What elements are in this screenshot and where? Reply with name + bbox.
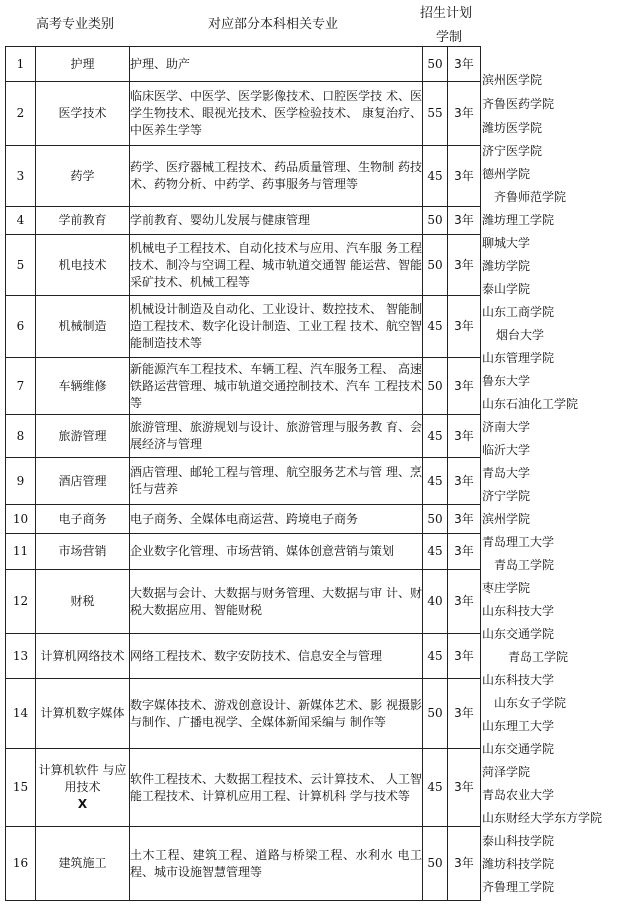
- table-row: [6, 679, 481, 749]
- row-majors: 旅游管理、旅游规划与设计、旅游管理与服务教 育、会展经济与管理: [130, 415, 423, 458]
- row-category: 护理: [36, 47, 130, 82]
- list-item: 山东财经大学东方学院: [482, 811, 603, 825]
- list-item: 临沂大学: [482, 443, 531, 457]
- header-plan: 招生计划: [420, 6, 473, 21]
- row-number: 3: [6, 146, 36, 207]
- list-item: 齐鲁医药学院: [482, 97, 555, 111]
- row-majors: 机械设计制造及自动化、工业设计、数控技术、 智能制造工程技术、数字化设计制造、工业工程 技术、航空智能制造技术等: [130, 296, 423, 358]
- row-number: 15: [6, 749, 36, 827]
- row-majors: 新能源汽车工程技术、车辆工程、汽车服务工程、 高速铁路运营管理、城市轨道交通控制技术、汽车 工程技术等: [130, 358, 423, 415]
- list-item: 齐鲁师范学院: [494, 190, 567, 204]
- table-row: [6, 207, 481, 235]
- list-item: 齐鲁理工学院: [482, 880, 555, 894]
- row-number: 14: [6, 679, 36, 749]
- row-number: 13: [6, 634, 36, 679]
- row-plan: 50: [423, 47, 448, 82]
- row-length: 3年: [448, 47, 481, 82]
- row-length: 3年: [448, 679, 481, 749]
- row-length: 3年: [448, 827, 481, 901]
- row-category: 计算机数字媒体: [36, 679, 130, 749]
- table-row: [6, 634, 481, 679]
- row-majors: 护理、助产: [130, 47, 423, 82]
- row-length: 3年: [448, 235, 481, 296]
- row-plan: 45: [423, 534, 448, 570]
- row-majors: 企业数字化管理、市场营销、媒体创意营销与策划: [130, 534, 423, 570]
- row-category: 计算机网络技术: [36, 634, 130, 679]
- row-plan: 55: [423, 82, 448, 146]
- list-item: 山东交通学院: [482, 742, 555, 756]
- row-category: 药学: [36, 146, 130, 207]
- list-item: 泰山科技学院: [482, 834, 555, 848]
- row-majors: 电子商务、全媒体电商运营、跨境电子商务: [130, 505, 423, 534]
- row-category: 旅游管理: [36, 415, 130, 458]
- row-plan: 50: [423, 505, 448, 534]
- list-item: 枣庄学院: [482, 581, 531, 595]
- row-majors: 软件工程技术、大数据工程技术、云计算技术、 人工智能工程技术、计算机应用工程、计算机科 学与技术等: [130, 749, 423, 827]
- list-item: 青岛农业大学: [482, 788, 555, 802]
- row-number: 6: [6, 296, 36, 358]
- table-row: [6, 47, 481, 82]
- row-number: 1: [6, 47, 36, 82]
- row-length: 3年: [448, 749, 481, 827]
- table-row: [6, 358, 481, 415]
- row-majors: 临床医学、中医学、医学影像技术、口腔医学技 术、医学生物技术、眼视光技术、医学检验技术、 康复治疗、中医养生学等: [130, 82, 423, 146]
- row-plan: 50: [423, 358, 448, 415]
- row-category: 机械制造: [36, 296, 130, 358]
- row-length: 3年: [448, 415, 481, 458]
- majors-table: [5, 46, 481, 901]
- list-item: 山东女子学院: [494, 696, 567, 710]
- row-plan: 40: [423, 570, 448, 634]
- row-category: 建筑施工: [36, 827, 130, 901]
- row-length: 3年: [448, 634, 481, 679]
- row-number: 2: [6, 82, 36, 146]
- row-length: 3年: [448, 534, 481, 570]
- row-number: 7: [6, 358, 36, 415]
- list-item: 鲁东大学: [482, 374, 531, 388]
- row-number: 5: [6, 235, 36, 296]
- list-item: 济宁学院: [482, 489, 531, 503]
- table-row: [6, 458, 481, 505]
- row-plan: 50: [423, 207, 448, 235]
- row-length: 3年: [448, 296, 481, 358]
- list-item: 青岛大学: [482, 466, 531, 480]
- table-row: [6, 570, 481, 634]
- list-item: 青岛理工大学: [482, 535, 555, 549]
- row-majors: 数字媒体技术、游戏创意设计、新媒体艺术、影 视摄影与制作、广播电视学、全媒体新闻采编与 制作等: [130, 679, 423, 749]
- list-item: 泰山学院: [482, 282, 531, 296]
- list-item: 青岛工学院: [494, 558, 555, 572]
- row-majors: 学前教育、婴幼儿发展与健康管理: [130, 207, 423, 235]
- row-majors: 网络工程技术、数字安防技术、信息安全与管理: [130, 634, 423, 679]
- row-majors: 酒店管理、邮轮工程与管理、航空服务艺术与管 理、烹饪与营养: [130, 458, 423, 505]
- list-item: 德州学院: [482, 167, 531, 181]
- row-length: 3年: [448, 146, 481, 207]
- row-majors: 土木工程、建筑工程、道路与桥梁工程、水利水 电工程、城市设施智慧管理等: [130, 827, 423, 901]
- row-majors: 药学、医疗器械工程技术、药品质量管理、生物制 药技术、药物分析、中药学、药事服务与管理等: [130, 146, 423, 207]
- table-row: [6, 505, 481, 534]
- row-length: 3年: [448, 570, 481, 634]
- row-category: 机电技术: [36, 235, 130, 296]
- list-item: 潍坊学院: [482, 259, 531, 273]
- row-length: 3年: [448, 458, 481, 505]
- list-item: 潍坊科技学院: [482, 857, 555, 871]
- row-category: 学前教育: [36, 207, 130, 235]
- row-plan: 45: [423, 415, 448, 458]
- list-item: 济南大学: [482, 420, 531, 434]
- row-plan: 45: [423, 458, 448, 505]
- table-row: [6, 415, 481, 458]
- row-plan: 50: [423, 235, 448, 296]
- list-item: 山东交通学院: [482, 627, 555, 641]
- row-number: 16: [6, 827, 36, 901]
- list-item: 山东理工大学: [482, 719, 555, 733]
- list-item: 聊城大学: [482, 236, 531, 250]
- header-majors: 对应部分本科相关专业: [208, 17, 339, 32]
- list-item: 潍坊理工学院: [482, 213, 555, 227]
- row-plan: 45: [423, 146, 448, 207]
- row-length: 3年: [448, 358, 481, 415]
- list-item: 济宁医学院: [482, 144, 543, 158]
- row-majors: 机械电子工程技术、自动化技术与应用、汽车服 务工程技术、制冷与空调工程、城市轨道交通智 能运营、智能采矿技术、机械工程等: [130, 235, 423, 296]
- row-number: 9: [6, 458, 36, 505]
- row-plan: 50: [423, 679, 448, 749]
- row-category: 市场营销: [36, 534, 130, 570]
- table-row: [6, 534, 481, 570]
- list-item: 滨州学院: [482, 512, 531, 526]
- list-item: 潍坊医学院: [482, 121, 543, 135]
- header-category: 高考专业类别: [36, 17, 115, 32]
- university-list: [482, 0, 617, 905]
- row-category: 车辆维修: [36, 358, 130, 415]
- list-item: 烟台大学: [496, 328, 545, 342]
- row-number: 10: [6, 505, 36, 534]
- table-row: [6, 235, 481, 296]
- list-item: 山东石油化工学院: [482, 397, 579, 411]
- table-row: [6, 146, 481, 207]
- table-row: [6, 749, 481, 827]
- row-plan: 45: [423, 634, 448, 679]
- row-category: 酒店管理: [36, 458, 130, 505]
- list-item: 山东科技大学: [482, 673, 555, 687]
- row-plan: 45: [423, 749, 448, 827]
- row-category: 电子商务: [36, 505, 130, 534]
- row-number: 4: [6, 207, 36, 235]
- list-item: 青岛工学院: [508, 650, 569, 664]
- list-item: 山东工商学院: [482, 305, 555, 319]
- row-number: 12: [6, 570, 36, 634]
- category-mark: X: [77, 797, 88, 811]
- list-item: 滨州医学院: [482, 73, 543, 87]
- row-category: [36, 749, 130, 827]
- header-length: 学制: [436, 30, 463, 45]
- category-label: 计算机软件 与应用技术: [38, 763, 127, 794]
- row-plan: 45: [423, 296, 448, 358]
- row-length: 3年: [448, 207, 481, 235]
- row-number: 11: [6, 534, 36, 570]
- list-item: 山东科技大学: [482, 604, 555, 618]
- table-row: [6, 82, 481, 146]
- row-length: 3年: [448, 505, 481, 534]
- row-category: 财税: [36, 570, 130, 634]
- row-majors: 大数据与会计、大数据与财务管理、大数据与审 计、财税大数据应用、智能财税: [130, 570, 423, 634]
- row-category: 医学技术: [36, 82, 130, 146]
- list-item: 山东管理学院: [482, 351, 555, 365]
- table-row: [6, 827, 481, 901]
- row-length: 3年: [448, 82, 481, 146]
- table-row: [6, 296, 481, 358]
- row-number: 8: [6, 415, 36, 458]
- row-plan: 50: [423, 827, 448, 901]
- list-item: 菏泽学院: [482, 765, 531, 779]
